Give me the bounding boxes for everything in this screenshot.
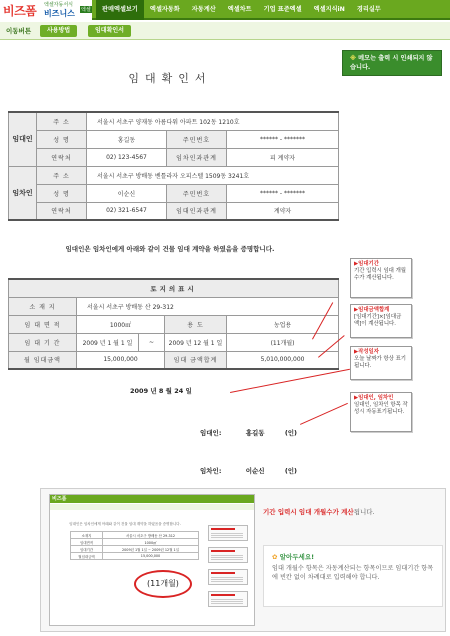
mini-nav-bar <box>50 495 254 503</box>
document-title: 임대확인서 <box>128 72 212 85</box>
lessor-address-cell[interactable]: 서울시 서초구 양재동 아름다워 아파트 102동 1210호 <box>87 112 339 130</box>
mini-logo: 비즈폼 <box>52 496 67 502</box>
lessor-phone-label: 연락처 <box>37 148 87 166</box>
table-row <box>71 532 199 539</box>
leader-line-parties <box>300 403 348 425</box>
lessor-address-label: 주 소 <box>37 112 87 130</box>
lessee-phone-label: 연락처 <box>37 202 87 220</box>
mini-screenshot <box>49 494 255 626</box>
main-nav <box>96 0 387 20</box>
tip-body: 임대 개월수 항목은 자동계산되는 항목이므로 임대기간 항목에 빈칸 없이 차례대로 입력해야 합니다. <box>272 565 434 581</box>
logo-brand-text: 비즈니스 <box>44 9 75 18</box>
table-row <box>71 546 199 553</box>
bizform-logo[interactable] <box>0 0 92 20</box>
table-row <box>71 539 199 546</box>
nav-item-accounting[interactable]: 경리실무 <box>356 6 381 13</box>
table-row <box>9 315 339 333</box>
total-amount-cell: 5,010,000,000 <box>227 351 339 369</box>
mini-cell: 서울시 서초구 방배동 산 29-312 <box>103 532 199 539</box>
callout-body: 임대인, 임차인 항목 작성시 자동표기됩니다. <box>354 402 408 415</box>
tip-title <box>272 552 314 561</box>
lessee-address-label: 주 소 <box>37 166 87 184</box>
land-period-label: 임 대 기 간 <box>9 333 77 351</box>
mini-cell: 1000㎡ <box>103 539 199 546</box>
lessee-name-cell[interactable]: 이순신 <box>87 184 167 202</box>
period-separator: ~ <box>139 333 165 351</box>
lessee-signature-row <box>200 466 297 475</box>
lease-confirmation-button[interactable]: 임대확인서 <box>88 25 131 37</box>
land-info-table <box>8 278 339 370</box>
nav-item-excel-automation[interactable]: 엑셀자동화 <box>149 6 180 13</box>
lessor-name-cell[interactable]: 홍길동 <box>87 130 167 148</box>
nav-item-standard-excel[interactable]: 기업 표준엑셀 <box>263 6 302 13</box>
move-button-bar <box>0 22 450 40</box>
note-star-icon: ※ <box>350 55 357 62</box>
leader-line-date <box>230 369 350 393</box>
lessee-relation-label: 임대인과관계 <box>167 202 227 220</box>
table-row <box>9 130 339 148</box>
callout-title: ▶임대기간 <box>354 261 379 267</box>
lessor-name-label: 성 명 <box>37 130 87 148</box>
tip-box <box>263 545 443 607</box>
table-row <box>9 184 339 202</box>
party-info-table <box>8 111 339 221</box>
land-location-cell[interactable]: 서울시 서초구 방배동 산 29-312 <box>77 297 339 315</box>
preview-caption <box>263 507 375 516</box>
land-location-label: 소 재 지 <box>9 297 77 315</box>
contract-statement: 임대인은 임차인에게 아래와 같이 건물 임대 계약을 하였음을 증명합니다. <box>65 245 275 253</box>
nav-item-sales-excel[interactable]: 판매엑셀보기 <box>96 0 144 20</box>
mini-cell: 2009년 1월 1일 ~ 2009년 12월 1일 <box>103 546 199 553</box>
nav-item-excel-chart[interactable]: 엑셀차트 <box>227 6 252 13</box>
mini-callout <box>208 525 248 541</box>
mini-cell: 임대기간 <box>71 546 103 553</box>
callout-title: ▶임대금액합계 <box>354 307 390 313</box>
flower-icon: ✿ <box>272 553 278 561</box>
mini-statement: 임대인은 임차인에게 아래와 같이 건물 임대 계약을 하였음을 증명합니다. <box>69 522 181 526</box>
callout-parties <box>350 392 412 432</box>
callout-body: 기간 입력시 임대 개월수가 계산됩니다. <box>354 268 407 281</box>
callout-title: ▶임대인, 임차인 <box>354 395 394 401</box>
lessee-seal: (인) <box>284 467 298 475</box>
period-months-cell: (11개월) <box>227 333 339 351</box>
land-use-cell[interactable]: 농업용 <box>227 315 339 333</box>
period-start-cell[interactable]: 2009 년 1 월 1 일 <box>77 333 139 351</box>
callout-body: 오늘 날짜가 항상 표기됩니다. <box>354 356 407 369</box>
callout-lease-period <box>350 258 412 298</box>
mini-cell: 월임대금액 <box>71 553 103 560</box>
lessee-id-label: 주민번호 <box>167 184 227 202</box>
lessor-id-label: 주민번호 <box>167 130 227 148</box>
lessor-seal: (인) <box>284 429 298 437</box>
lessor-phone-cell[interactable]: 02) 123-4567 <box>87 148 167 166</box>
lessee-role-cell: 임차인 <box>9 166 37 220</box>
land-area-label: 임 대 면 적 <box>9 315 77 333</box>
months-highlight-oval: (11개월) <box>134 570 192 598</box>
lessor-relation-label: 임차인과관계 <box>167 148 227 166</box>
callout-write-date <box>350 346 412 380</box>
sign-lessee-role: 임차인: <box>200 467 222 475</box>
sign-lessor-role: 임대인: <box>200 429 222 437</box>
mini-cell: 15,000,000 <box>103 553 199 560</box>
lessor-id-cell[interactable]: ****** - ******* <box>227 130 339 148</box>
land-heading: 토지의표시 <box>9 279 339 297</box>
total-amount-label: 임대 금액합계 <box>165 351 227 369</box>
top-nav-bar <box>0 0 450 20</box>
lessor-role-cell: 임대인 <box>9 112 37 166</box>
monthly-amount-cell[interactable]: 15,000,000 <box>77 351 165 369</box>
table-row <box>9 279 339 297</box>
lessor-relation-cell[interactable]: 피 계약자 <box>227 148 339 166</box>
mini-land-table <box>70 531 199 560</box>
table-row <box>9 148 339 166</box>
caption-rest: 됩니다. <box>353 508 375 516</box>
move-button-label: 이동버튼 <box>6 27 32 35</box>
table-row <box>9 166 339 184</box>
callout-title: ▶작성일자 <box>354 349 379 355</box>
callout-body: [임대기간]×[임대금액]이 계산됩니다. <box>354 314 402 327</box>
print-note-banner <box>342 50 442 76</box>
lessee-name-label: 성 명 <box>37 184 87 202</box>
lessee-phone-cell[interactable]: 02) 321-6547 <box>87 202 167 220</box>
lessor-signature-row <box>200 428 297 437</box>
lessee-address-cell[interactable]: 서울시 서초구 방배동 벤틀라자 오피스텔 1509동 3241호 <box>87 166 339 184</box>
table-row <box>9 297 339 315</box>
lessee-id-cell[interactable]: ****** - ******* <box>227 184 339 202</box>
mini-callout <box>208 591 248 607</box>
table-row <box>71 553 199 560</box>
table-row <box>9 333 339 351</box>
contract-date: 2009 년 8 월 24 일 <box>130 387 192 395</box>
nav-item-auto-calc[interactable]: 자동계산 <box>191 6 216 13</box>
how-to-use-button[interactable]: 사용방법 <box>40 25 77 37</box>
mini-cell: 소재지 <box>71 532 103 539</box>
logo-main-text: 비즈폼 <box>3 4 37 18</box>
table-row <box>9 351 339 369</box>
table-row <box>9 112 339 130</box>
land-use-label: 용 도 <box>165 315 227 333</box>
callout-total-amount <box>350 304 412 338</box>
usage-preview-panel <box>40 488 446 632</box>
sign-lessor-name: 홍길동 <box>245 429 265 437</box>
lessee-relation-cell[interactable]: 계약자 <box>227 202 339 220</box>
land-area-cell[interactable]: 1000㎡ <box>77 315 165 333</box>
print-note-text: 메모는 출력 시 인쇄되지 않습니다. <box>350 55 433 71</box>
mini-sub-bar <box>50 504 254 510</box>
logo-sub-text: 엑셀자동서식 <box>44 2 73 8</box>
table-row <box>9 202 339 220</box>
sign-lessee-name: 이순신 <box>245 467 265 475</box>
mini-callout <box>208 547 248 563</box>
period-end-cell[interactable]: 2009 년 12 월 1 일 <box>165 333 227 351</box>
caption-highlight: 기간 입력시 임대 개월수가 계산 <box>263 508 354 516</box>
monthly-amount-label: 월 임대금액 <box>9 351 77 369</box>
logo-tag-text: 엑셀 <box>81 7 91 13</box>
nav-item-excel-knowledge[interactable]: 엑셀지식iN <box>313 6 345 13</box>
mini-cell: 임대면적 <box>71 539 103 546</box>
mini-callout <box>208 569 248 585</box>
tip-title-text: 알아두세요! <box>279 553 315 561</box>
